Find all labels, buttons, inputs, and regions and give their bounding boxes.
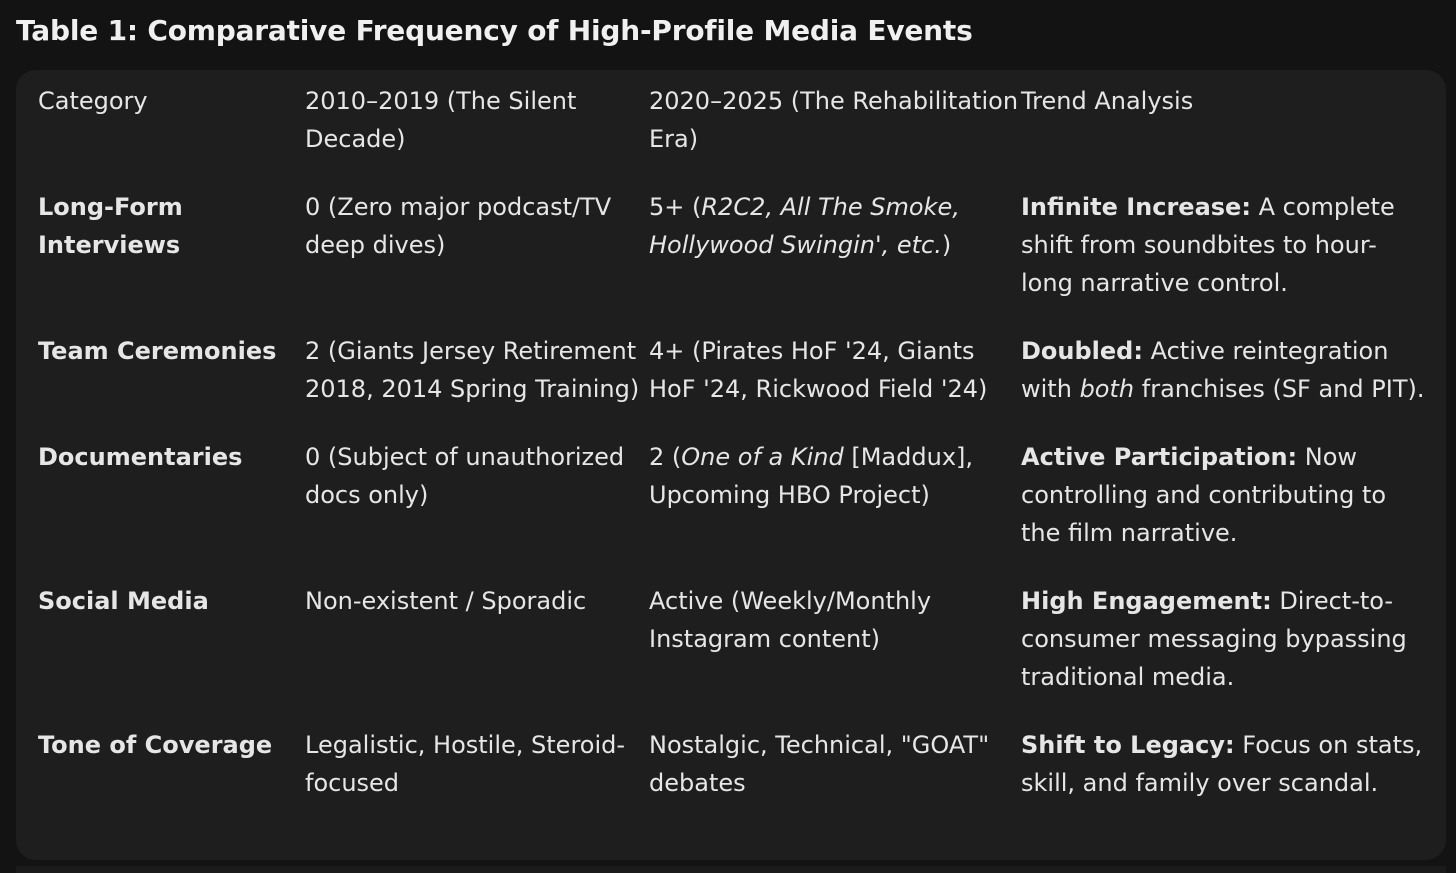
header-2010s: 2010–2019 (The Silent Decade) [305,87,577,153]
decade-2010s-cell: Non-existent / Sporadic [305,587,587,615]
era-text: 4+ (Pirates HoF '24, Giants HoF '24, Rickwood Field '24) [649,337,988,403]
category-cell: Tone of Coverage [38,731,273,759]
decade-2010s-cell: 0 (Zero major podcast/TV deep dives) [305,193,612,259]
category-cell: Long-Form Interviews [38,193,183,259]
table-row [16,332,1446,438]
era-italic-text: One of a Kind [681,443,844,471]
trend-lead: Doubled: [1021,337,1143,365]
trend-cell [1021,726,1446,814]
era-italic-text: R2C2, All The Smoke, Hollywood Swingin', etc. [649,193,960,259]
era-text: [Maddux], Upcoming HBO Project) [649,443,974,509]
era-2020s-cell [649,438,1021,582]
trend-lead: Infinite Increase: [1021,193,1251,221]
table-row [16,726,1446,814]
trend-text: franchises (SF and PIT). [1141,375,1425,403]
trend-lead: High Engagement: [1021,587,1272,615]
trend-cell [1021,438,1446,582]
comparison-table-card [16,70,1446,860]
trend-cell [1021,582,1446,726]
table-header-row [16,82,1446,188]
category-cell: Documentaries [38,443,243,471]
table-row [16,188,1446,332]
header-trend-analysis: Trend Analysis [1021,87,1194,115]
bottom-scroll-edge [16,866,1446,873]
era-2020s-cell [649,188,1021,332]
trend-lead: Shift to Legacy: [1021,731,1235,759]
table-row [16,438,1446,582]
trend-text: Active reintegration with [1021,337,1389,403]
comparison-table [16,82,1446,814]
decade-2010s-cell: 2 (Giants Jersey Retirement 2018, 2014 Spring Training) [305,337,640,403]
trend-text: Focus on stats, skill, and family over scandal. [1021,731,1423,797]
decade-2010s-cell: 0 (Subject of unauthorized docs only) [305,443,625,509]
header-2020s: 2020–2025 (The Rehabilitation Era) [649,87,1019,153]
era-text: Nostalgic, Technical, "GOAT" debates [649,731,990,797]
era-text: 2 ( [649,443,682,471]
era-text: 5+ ( [649,193,702,221]
table-row [16,582,1446,726]
era-2020s-cell [649,582,1021,726]
era-2020s-cell [649,332,1021,438]
trend-text: A complete shift from soundbites to hour-long narrative control. [1021,193,1395,297]
trend-text: Direct-to-consumer messaging bypassing traditional media. [1021,587,1407,691]
trend-cell [1021,188,1446,332]
era-text: ) [941,231,952,259]
page-title: Table 1: Comparative Frequency of High-Profile Media Events [16,14,973,47]
era-text: Active (Weekly/Monthly Instagram content) [649,587,932,653]
category-cell: Team Ceremonies [38,337,277,365]
era-2020s-cell [649,726,1021,814]
decade-2010s-cell: Legalistic, Hostile, Steroid-focused [305,731,626,797]
trend-italic-text: both [1079,375,1135,403]
header-category: Category [38,87,148,115]
trend-cell [1021,332,1446,438]
trend-lead: Active Participation: [1021,443,1298,471]
category-cell: Social Media [38,587,209,615]
trend-text: Now controlling and contributing to the film narrative. [1021,443,1387,547]
